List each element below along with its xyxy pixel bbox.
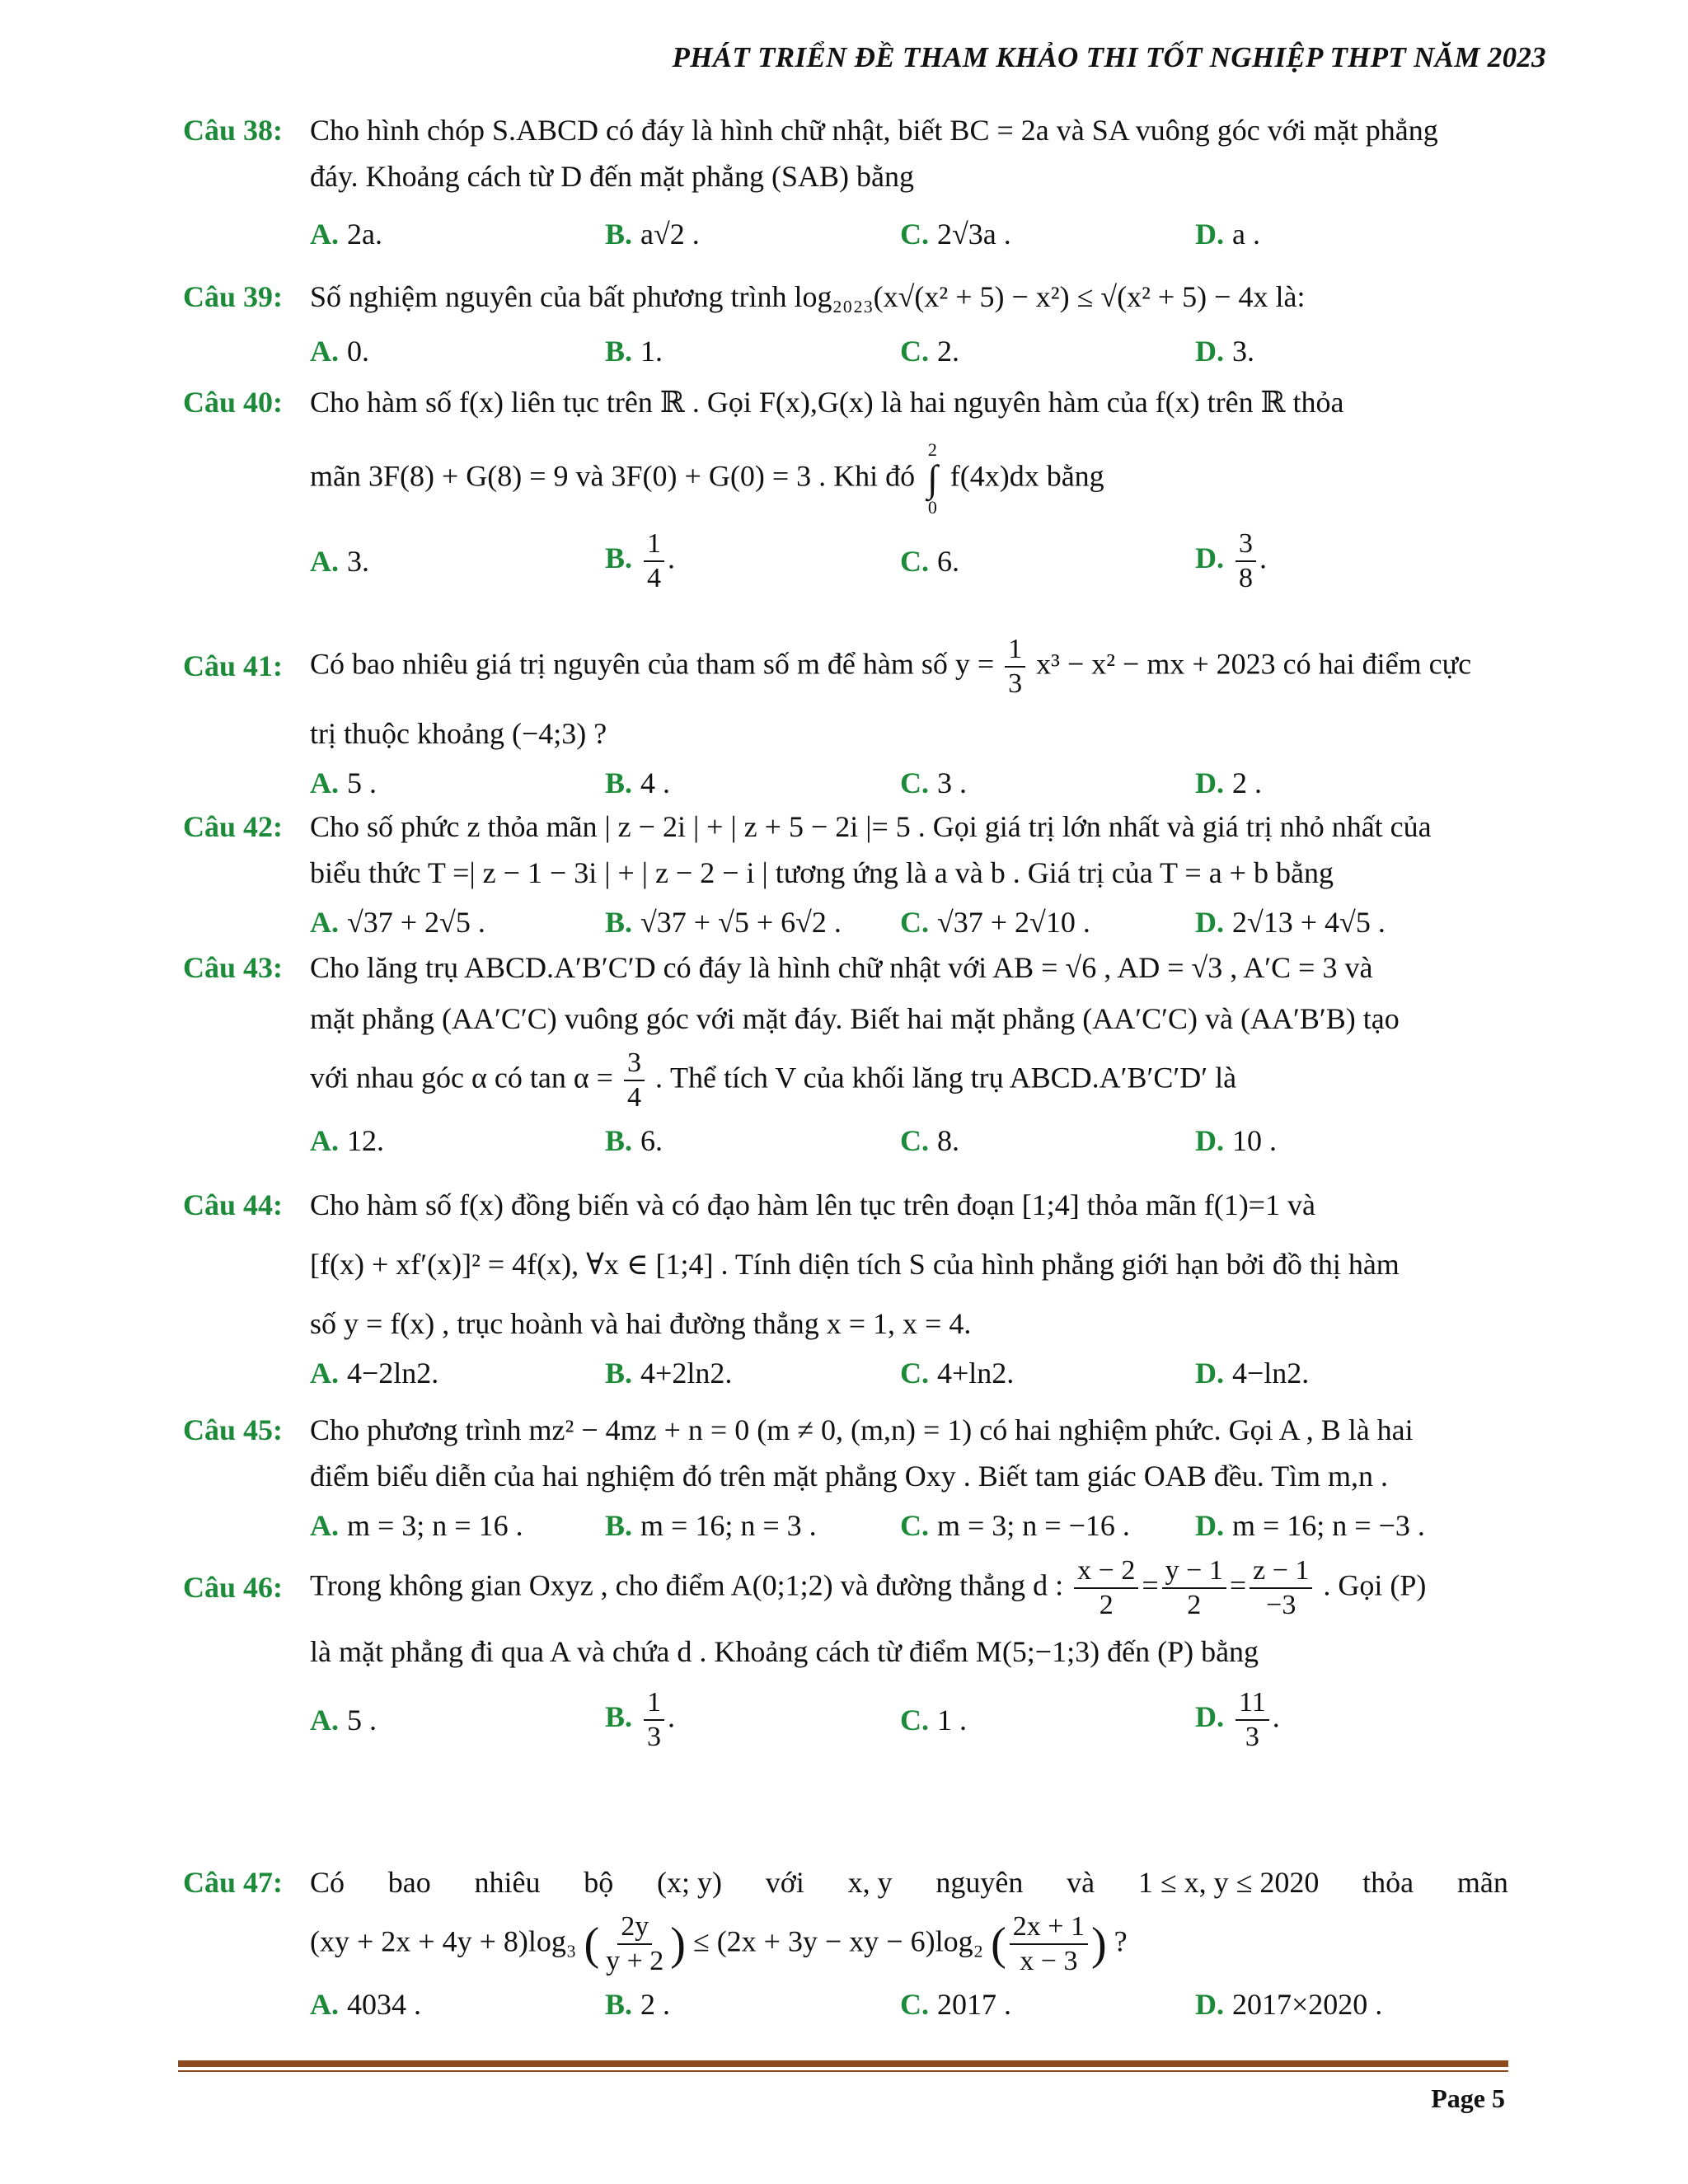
option-b[interactable]: B. 1. xyxy=(605,335,663,368)
fraction: $\frac{z - 1}{-3}$ xyxy=(1250,1554,1312,1622)
question-stem: . Gọi (P) xyxy=(1323,1568,1427,1602)
question-47: Câu 47: Có bao nhiêu bộ (x; y) với x, y nguyên và 1 ≤ x, y ≤ 2020 thỏa mãn (xy + 2x + 4y + 8)log₃ ( $\frac{2y}{y + 2}$ ) ≤ (2x + 3y − xy − 6)log₂ ( $\frac{2x + 1}{x - 3}$ ) ? A. 4034 . B. 2 . C. 2017 . D. 2017×2020 . xyxy=(183,1859,1508,2027)
question-stem: với nhau góc α có tan α = xyxy=(310,1061,613,1094)
option-c[interactable]: C. 2. xyxy=(900,335,959,368)
option-c[interactable]: C. 1 . xyxy=(900,1704,967,1736)
option-a[interactable]: A. 5 . xyxy=(310,1704,377,1736)
question-41 xyxy=(183,633,1508,806)
question-stem: Số nghiệm nguyên của bất phương trình log₂₀₂₃(x√(x² + 5) − x²) ≤ √(x² + 5) − 4x là: xyxy=(310,280,1306,313)
question-40 xyxy=(183,379,1508,595)
option-b[interactable]: B. 6. xyxy=(605,1124,663,1157)
fraction: $\frac{3}{4}$ xyxy=(624,1047,645,1114)
question-stem: Cho lăng trụ ABCD.A′B′C′D có đáy là hình chữ nhật với AB = √6 , AD = √3 , A′C = 3 và xyxy=(310,951,1373,984)
question-label: Câu 41: xyxy=(183,649,284,682)
option-a[interactable]: A. 5 . xyxy=(310,766,377,799)
option-a[interactable]: A. √37 + 2√5 . xyxy=(310,906,485,939)
option-b[interactable]: B. a√2 . xyxy=(605,218,700,251)
question-stem: mãn 3F(8) + G(8) = 9 và 3F(0) + G(0) = 3 . Khi đó xyxy=(310,459,916,493)
option-b[interactable]: B. $\frac{1}{4}$ . xyxy=(605,528,676,593)
fraction: $\frac{2x + 1}{x - 3}$ xyxy=(1010,1910,1088,1978)
option-d[interactable]: D. 3. xyxy=(1195,335,1254,368)
fraction: $\frac{y - 1}{2}$ xyxy=(1162,1554,1226,1622)
option-c[interactable]: C. 3 . xyxy=(900,766,967,799)
option-b[interactable]: B. $\frac{1}{3}$ . xyxy=(605,1687,676,1752)
question-stem: Có bao nhiêu bộ (x; y) với x, y nguyên và 1 ≤ x, y ≤ 2020 thỏa mãn xyxy=(310,1866,1508,1899)
question-stem: ≤ (2x + 3y − xy − 6)log₂ xyxy=(692,1924,984,1958)
question-42 xyxy=(183,804,1508,945)
option-c[interactable]: C. 2017 . xyxy=(900,1988,1011,2021)
question-stem: (xy + 2x + 4y + 8)log₃ xyxy=(310,1924,577,1958)
option-d[interactable]: D. a . xyxy=(1195,218,1260,251)
option-d[interactable]: D. m = 16; n = −3 . xyxy=(1195,1509,1425,1542)
option-a[interactable]: A. 0. xyxy=(310,335,369,368)
answer-options xyxy=(310,1350,1508,1396)
option-d[interactable]: D. 10 . xyxy=(1195,1124,1277,1157)
page-number: Page 5 xyxy=(1431,2083,1505,2113)
answer-options xyxy=(310,1686,1508,1754)
option-d[interactable]: D. 2017×2020 . xyxy=(1195,1988,1383,2021)
question-stem: Có bao nhiêu giá trị nguyên của tham số m để hàm số y = xyxy=(310,647,995,681)
option-a[interactable]: A. 12. xyxy=(310,1124,384,1157)
question-stem: Cho phương trình mz² − 4mz + n = 0 (m ≠ 0, (m,n) = 1) có hai nghiệm phức. Gọi A , B là hai xyxy=(310,1413,1414,1446)
question-stem: Cho hàm số f(x) đồng biến và có đạo hàm lên tục trên đoạn [1;4] thỏa mãn f(1)=1 và xyxy=(310,1188,1315,1221)
question-stem: số y = f(x) , trục hoành và hai đường thẳng x = 1, x = 4. xyxy=(310,1307,972,1340)
question-46: Câu 46: Trong không gian Oxyz , cho điểm A(0;1;2) và đường thẳng d : $\frac{x - 2}{2}$ = $\frac{y - 1}{2}$ = $\frac{z - 1}{-3}$ . Gọi (P) là mặt phẳng đi qua A và chứa d . Khoảng cách từ điểm M(5;−1;3) đến (P) bằng A. 5 . B. $\frac{1}{3}$ . C. 1 . D. $\frac{11}{3}$ . xyxy=(183,1554,1508,1754)
answer-options xyxy=(310,328,1508,374)
option-b[interactable]: B. 2 . xyxy=(605,1988,671,2021)
option-a[interactable]: A. 4034 . xyxy=(310,1988,421,2021)
answer-options xyxy=(310,760,1508,806)
answer-options xyxy=(310,1118,1508,1164)
fraction: $\frac{2y}{y + 2}$ xyxy=(606,1911,664,1976)
question-stem: Cho số phức z thỏa mãn | z − 2i | + | z + 5 − 2i |= 5 . Gọi giá trị lớn nhất và giá trị nhỏ nhất của xyxy=(310,810,1432,843)
option-d[interactable]: D. $\frac{11}{3}$ . xyxy=(1195,1687,1280,1752)
option-d[interactable]: D. 2 . xyxy=(1195,766,1262,799)
page-header-title: PHÁT TRIỂN ĐỀ THAM KHẢO THI TỐT NGHIỆP THPT NĂM 2023 xyxy=(672,41,1546,73)
option-c[interactable]: C. 8. xyxy=(900,1124,959,1157)
question-stem: đáy. Khoảng cách từ D đến mặt phẳng (SAB) bằng xyxy=(310,160,914,193)
option-b[interactable]: B. √37 + √5 + 6√2 . xyxy=(605,906,842,939)
option-a[interactable]: A. 4−2ln2. xyxy=(310,1357,439,1390)
option-a[interactable]: A. 2a. xyxy=(310,218,382,251)
question-stem: f(4x)dx bằng xyxy=(950,459,1104,493)
option-d[interactable]: D. 2√13 + 4√5 . xyxy=(1195,906,1386,939)
option-b[interactable]: B. 4+2ln2. xyxy=(605,1357,733,1390)
question-44 xyxy=(183,1182,1508,1396)
question-stem: điểm biểu diễn của hai nghiệm đó trên mặt phẳng Oxy . Biết tam giác OAB đều. Tìm m,n . xyxy=(310,1460,1389,1493)
option-c[interactable]: C. 6. xyxy=(900,545,959,578)
question-stem: biểu thức T =| z − 1 − 3i | + | z − 2 − i | tương ứng là a và b . Giá trị của T = a + b bằng xyxy=(310,856,1334,889)
question-stem: x³ − x² − mx + 2023 có hai điểm cực xyxy=(1036,647,1472,681)
option-a[interactable]: A. 3. xyxy=(310,545,369,578)
option-b[interactable]: B. m = 16; n = 3 . xyxy=(605,1509,817,1542)
question-label: Câu 40: xyxy=(183,386,284,419)
question-label: Câu 47: xyxy=(183,1866,284,1899)
fraction: $\frac{1}{3}$ xyxy=(1005,633,1025,701)
question-43 xyxy=(183,944,1508,1164)
answer-options xyxy=(310,1502,1508,1549)
question-label: Câu 46: xyxy=(183,1571,284,1604)
question-label: Câu 39: xyxy=(183,280,284,313)
question-39 xyxy=(183,274,1508,374)
answer-options xyxy=(310,1981,1508,2027)
question-stem: là mặt phẳng đi qua A và chứa d . Khoảng cách từ điểm M(5;−1;3) đến (P) bằng xyxy=(310,1635,1259,1668)
question-stem: [f(x) + xf′(x)]² = 4f(x), ∀x ∈ [1;4] . Tính diện tích S của hình phẳng giới hạn bởi đồ thị hàm xyxy=(310,1248,1400,1281)
question-label: Câu 45: xyxy=(183,1413,284,1446)
option-d[interactable]: D. $\frac{3}{8}$ . xyxy=(1195,528,1267,593)
question-stem: mặt phẳng (AA′C′C) vuông góc với mặt đáy. Biết hai mặt phẳng (AA′C′C) và (AA′B′B) tạo xyxy=(310,1002,1400,1035)
footer-divider xyxy=(178,2060,1508,2067)
question-label: Câu 38: xyxy=(183,114,284,147)
integral-sign: 2 ∫ 0 xyxy=(927,439,938,518)
question-stem: Trong không gian Oxyz , cho điểm A(0;1;2) và đường thẳng d : xyxy=(310,1568,1064,1602)
answer-options xyxy=(310,899,1508,945)
question-stem: . Thể tích V của khối lăng trụ ABCD.A′B′C′D′ là xyxy=(654,1061,1237,1094)
option-c[interactable]: C. 2√3a . xyxy=(900,218,1011,251)
option-c[interactable]: C. 4+ln2. xyxy=(900,1357,1015,1390)
question-label: Câu 43: xyxy=(183,951,284,984)
footer-divider-thin xyxy=(178,2070,1508,2072)
answer-options xyxy=(310,211,1508,257)
question-stem: trị thuộc khoảng (−4;3) ? xyxy=(310,717,607,750)
question-38 xyxy=(183,107,1508,257)
question-label: Câu 44: xyxy=(183,1188,284,1221)
option-c[interactable]: C. m = 3; n = −16 . xyxy=(900,1509,1130,1542)
answer-options xyxy=(310,527,1508,595)
option-b[interactable]: B. 4 . xyxy=(605,766,671,799)
option-a[interactable]: A. m = 3; n = 16 . xyxy=(310,1509,523,1542)
option-c[interactable]: C. √37 + 2√10 . xyxy=(900,906,1090,939)
fraction: $\frac{x - 2}{2}$ xyxy=(1074,1554,1138,1622)
question-45 xyxy=(183,1407,1508,1549)
question-stem: Cho hàm số f(x) liên tục trên ℝ . Gọi F(x),G(x) là hai nguyên hàm của f(x) trên ℝ thỏa xyxy=(310,386,1344,419)
option-d[interactable]: D. 4−ln2. xyxy=(1195,1357,1310,1390)
question-stem: Cho hình chóp S.ABCD có đáy là hình chữ nhật, biết BC = 2a và SA vuông góc với mặt phẳng xyxy=(310,114,1438,147)
question-label: Câu 42: xyxy=(183,810,284,843)
question-stem: ? xyxy=(1114,1924,1128,1958)
